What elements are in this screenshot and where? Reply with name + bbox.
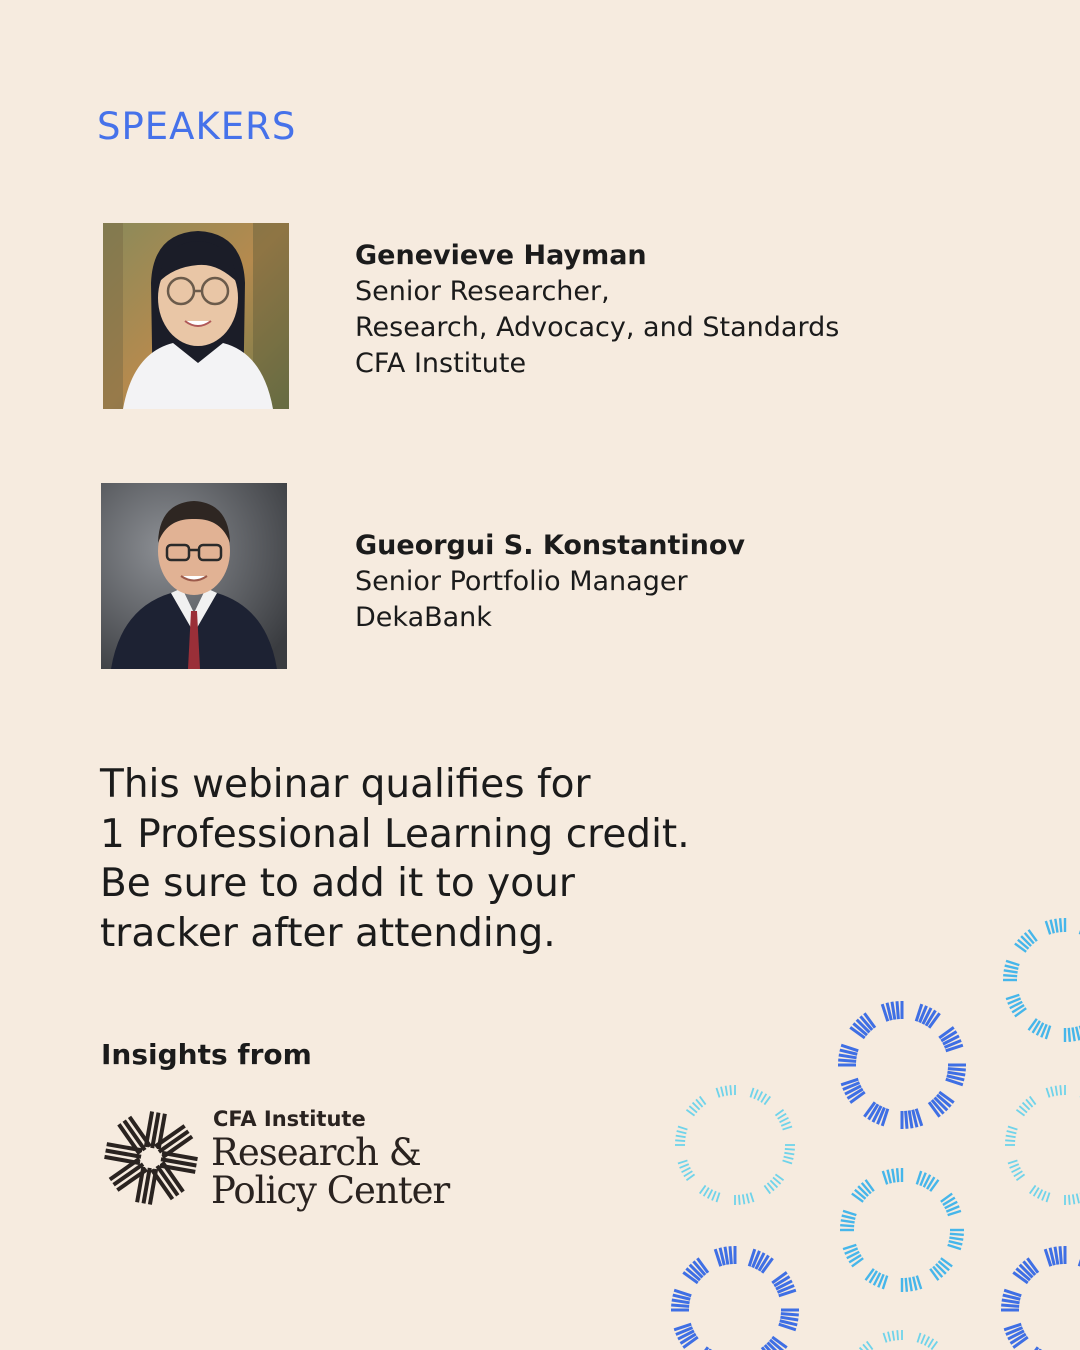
decorative-ring [1005, 1085, 1080, 1205]
logo-line-policy: Policy Center [211, 1169, 450, 1212]
credit-line: tracker after attending. [100, 910, 556, 956]
speaker-name: Genevieve Hayman [355, 240, 647, 271]
decorative-ring [840, 1168, 964, 1292]
speaker-name: Gueorgui S. Konstantinov [355, 530, 746, 561]
decorative-rings [640, 890, 1080, 1350]
speaker-organization: CFA Institute [355, 348, 527, 379]
decorative-ring [842, 1330, 962, 1350]
decorative-ring [1001, 1246, 1080, 1350]
credit-line: Be sure to add it to your [100, 861, 575, 906]
insights-label: Insights from [101, 1038, 312, 1071]
logo-org-name: CFA Institute [213, 1107, 366, 1131]
speaker-department: Research, Advocacy, and Standards [355, 312, 840, 343]
speaker-title: Senior Portfolio Manager [355, 566, 688, 597]
section-heading: SPEAKERS [97, 105, 297, 148]
speaker-organization: DekaBank [355, 602, 492, 633]
credit-line: 1 Professional Learning credit. [100, 811, 690, 857]
credit-line: This webinar qualifies for [100, 762, 591, 807]
speaker-info-genevieve [355, 238, 839, 382]
decorative-ring [675, 1085, 795, 1205]
decorative-ring [1003, 918, 1080, 1042]
speaker-photo-gueorgui [101, 483, 287, 669]
logo-line-research: Research & [211, 1131, 421, 1174]
decorative-ring [671, 1246, 799, 1350]
speaker-photo-genevieve [103, 223, 289, 409]
decorative-ring [838, 1001, 966, 1129]
speaker-title: Senior Researcher, [355, 276, 610, 307]
speaker-info-gueorgui [355, 528, 745, 636]
cfa-logo-mark-icon [103, 1110, 199, 1206]
credit-notice [100, 760, 690, 958]
